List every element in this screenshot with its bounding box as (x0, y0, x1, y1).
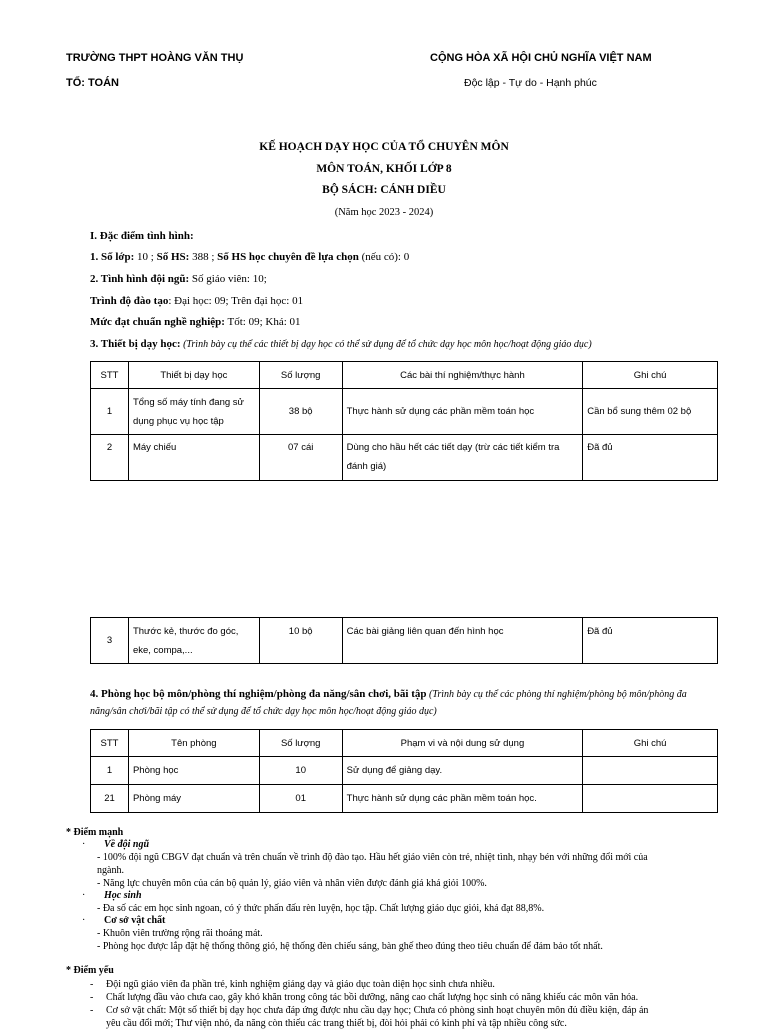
cell-note: Cần bổ sung thêm 02 bộ (583, 389, 718, 435)
staff-line: 2. Tình hình đội ngũ: Số giáo viên: 10; (90, 273, 267, 285)
school-name: TRƯỜNG THPT HOÀNG VĂN THỤ (66, 52, 244, 64)
plan-subject: MÔN TOÁN, KHỐI LỚP 8 (316, 163, 452, 175)
cell-device: Thước kẻ, thước đo góc, eke, compa,... (128, 618, 259, 664)
dash-icon: - (90, 992, 94, 1003)
rooms-note: năng/sân chơi/bãi tập có thể sử dụng để tổ chức dạy học môn học/hoạt động giáo dục) (90, 706, 437, 717)
classes-line: 1. Số lớp: 10 ; Số HS: 388 ; Số HS học chuyên đề lựa chọn (nếu có): 0 (90, 251, 410, 263)
cell-device: Máy chiếu (128, 435, 259, 481)
equipment-table-continued (90, 617, 718, 664)
cell-room: Phòng máy (128, 785, 259, 813)
rooms-table (90, 729, 718, 813)
cell-lab: Thực hành sử dụng các phần mềm toán học (342, 389, 583, 435)
cell-stt: 1 (91, 757, 129, 785)
cell-qty: 01 (259, 785, 342, 813)
cell-note: Đã đủ (583, 435, 718, 481)
table-row (91, 757, 718, 785)
standard-line: Mức đạt chuẩn nghề nghiệp: Tốt: 09; Khá: 01 (90, 316, 301, 328)
bullet-icon: · (82, 915, 86, 926)
col-note: Ghi chú (583, 730, 718, 757)
cell-qty: 10 bộ (259, 618, 342, 664)
table-row (91, 389, 718, 435)
training-line: Trình độ đào tạo: Đại học: 09; Trên đại học: 01 (90, 295, 304, 307)
weakness-3: Cơ sở vật chất: Một số thiết bị dạy học chưa đáp ứng được nhu cầu dạy học; Chưa có phòng sinh hoạt chuyên môn đủ điều kiện, đáp án (106, 1005, 649, 1016)
staff-point-2: - Năng lực chuyên môn của cán bộ quản lý, giáo viên và nhân viên được đánh giá khá giỏi 100%. (97, 878, 487, 889)
facilities-point-1: - Khuôn viên trường rộng rãi thoáng mát. (97, 928, 263, 939)
staff-point-1: - 100% đội ngũ CBGV đạt chuẩn và trên chuẩn về trình độ đào tạo. Hầu hết giáo viên còn trẻ, nhiệt tình, nhạy bén với những đổi mới của (97, 852, 648, 863)
equipment-heading: 3. Thiết bị dạy học: (Trình bày cụ thể các thiết bị dạy học có thể sử dụng để tổ chức dạy học môn học/hoạt động giáo dục) (90, 338, 592, 350)
bullet-icon: · (82, 839, 86, 850)
cell-scope: Sử dụng để giảng dạy. (342, 757, 583, 785)
motto: Độc lập - Tự do - Hạnh phúc (464, 77, 597, 89)
bullet-icon: · (82, 890, 86, 901)
col-stt: STT (91, 362, 129, 389)
weakness-2: Chất lượng đầu vào chưa cao, gây khó khăn trong công tác bồi dưỡng, nâng cao chất lượng học sinh có năng khiếu các môn văn hóa. (106, 992, 639, 1003)
cell-qty: 10 (259, 757, 342, 785)
school-year: (Năm học 2023 - 2024) (334, 207, 434, 218)
students-point-1: - Đa số các em học sinh ngoan, có ý thức phấn đấu rèn luyện, học tập. Chất lượng giáo dục giỏi, khá đạt 88,8%. (97, 903, 545, 914)
col-stt: STT (91, 730, 129, 757)
cell-note (583, 785, 718, 813)
staff-title: Về đội ngũ (104, 839, 150, 850)
table-row (91, 435, 718, 481)
cell-device: Tổng số máy tính đang sử dụng phục vụ học tập (128, 389, 259, 435)
table-row (91, 618, 718, 664)
cell-stt: 1 (91, 389, 129, 435)
weakness-3-cont: yêu cầu đổi mới; Thư viện nhỏ, đa năng còn thiếu các trang thiết bị, đòi hỏi phải có kinh phí và tập nhiều công sức. (106, 1018, 567, 1029)
plan-book: BỘ SÁCH: CÁNH DIỀU (322, 184, 446, 196)
weakness-1: Đội ngũ giáo viên đa phần trẻ, kinh nghiệm giảng dạy và giáo dục toàn diện học sinh chưa nhiều. (106, 979, 495, 990)
col-device: Thiết bị dạy học (128, 362, 259, 389)
cell-lab: Các bài giảng liên quan đến hình học (342, 618, 583, 664)
cell-note: Đã đủ (583, 618, 718, 664)
dash-icon: - (90, 979, 94, 990)
col-room: Tên phòng (128, 730, 259, 757)
cell-lab: Dùng cho hầu hết các tiết dạy (trừ các tiết kiểm tra đánh giá) (342, 435, 583, 481)
cell-stt: 2 (91, 435, 129, 481)
staff-point-1-cont: ngành. (97, 865, 124, 876)
facilities-title: Cơ sở vật chất (104, 915, 166, 926)
table-row (91, 785, 718, 813)
section1-heading: I. Đặc điểm tình hình: (90, 230, 194, 242)
col-qty: Số lượng (259, 362, 342, 389)
republic-name: CỘNG HÒA XÃ HỘI CHỦ NGHĨA VIỆT NAM (430, 52, 652, 64)
cell-note (583, 757, 718, 785)
cell-stt: 21 (91, 785, 129, 813)
col-scope: Phạm vi và nội dung sử dụng (342, 730, 583, 757)
col-lab: Các bài thí nghiệm/thực hành (342, 362, 583, 389)
cell-qty: 38 bộ (259, 389, 342, 435)
equipment-table (90, 361, 718, 481)
students-title: Học sinh (104, 890, 142, 901)
cell-room: Phòng học (128, 757, 259, 785)
strengths-heading: * Điểm mạnh (66, 827, 124, 838)
rooms-heading: 4. Phòng học bộ môn/phòng thí nghiệm/phòng đa năng/sân chơi, bãi tập (Trình bày cụ thể các phòng thí nghiệm/phòng bộ môn/phòng đa (90, 688, 687, 700)
facilities-point-2: - Phòng học được lắp đặt hệ thống thông gió, hệ thống đèn chiếu sáng, bàn ghế theo đúng theo tiêu chuẩn để đảm bảo tốt nhất. (97, 941, 603, 952)
col-note: Ghi chú (583, 362, 718, 389)
plan-title: KẾ HOẠCH DẠY HỌC CỦA TỔ CHUYÊN MÔN (259, 141, 509, 153)
group-name: TỔ: TOÁN (66, 77, 119, 89)
cell-scope: Thực hành sử dụng các phần mềm toán học. (342, 785, 583, 813)
col-qty: Số lượng (259, 730, 342, 757)
weaknesses-heading: * Điểm yếu (66, 965, 114, 976)
dash-icon: - (90, 1005, 94, 1016)
cell-qty: 07 cái (259, 435, 342, 481)
cell-stt: 3 (91, 618, 129, 664)
